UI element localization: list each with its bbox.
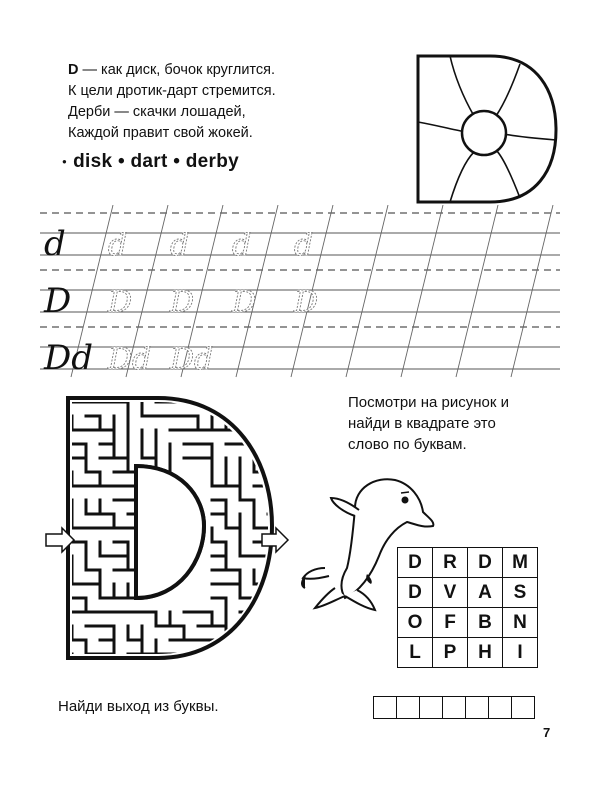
trace-letter: Dd (170, 342, 214, 377)
poem-line-4: Каждой правит свой жокей. (68, 125, 253, 141)
answer-box[interactable] (512, 697, 535, 719)
grid-cell[interactable]: M (503, 548, 538, 578)
letter-grid (397, 547, 538, 668)
grid-cell[interactable]: V (433, 578, 468, 608)
grid-row (398, 548, 538, 578)
answer-box[interactable] (374, 697, 397, 719)
word-1: disk (73, 151, 113, 172)
trace-letter: d (108, 228, 128, 263)
sample-letter-1: d (44, 224, 66, 264)
grid-cell[interactable]: D (468, 548, 503, 578)
trace-letter: d (294, 228, 314, 263)
grid-cell[interactable]: L (398, 638, 433, 668)
poem-line-1 (68, 60, 276, 81)
trace-letter: D (232, 285, 257, 320)
answer-box[interactable] (466, 697, 489, 719)
grid-cell[interactable]: B (468, 608, 503, 638)
instructions (348, 392, 548, 455)
grid-cell[interactable]: F (433, 608, 468, 638)
grid-cell[interactable]: S (503, 578, 538, 608)
grid-row (398, 638, 538, 668)
word-list (62, 151, 239, 173)
answer-boxes[interactable] (373, 696, 535, 719)
grid-cell[interactable]: R (433, 548, 468, 578)
answer-box[interactable] (397, 697, 420, 719)
trace-letter: Dd (108, 342, 152, 377)
trace-letter: D (170, 285, 195, 320)
disk-illustration (410, 52, 562, 208)
poem-letter: D (68, 62, 79, 78)
word-separator: • (173, 151, 181, 172)
word-separator: • (117, 151, 125, 172)
trace-letter: d (170, 228, 190, 263)
trace-letter: D (108, 285, 133, 320)
grid-cell[interactable]: D (398, 548, 433, 578)
grid-cell[interactable]: H (468, 638, 503, 668)
grid-cell[interactable]: A (468, 578, 503, 608)
word-3: derby (185, 151, 239, 172)
bullet-icon: ● (62, 157, 68, 167)
answer-box[interactable] (489, 697, 512, 719)
sample-letter-2: D (44, 281, 72, 321)
poem-line-2: К цели дротик-дарт стремится. (68, 83, 276, 99)
page-number: 7 (543, 725, 551, 740)
instruction-line-2: найди в квадрате это (348, 415, 496, 432)
grid-row (398, 608, 538, 638)
handwriting-practice (40, 205, 560, 385)
word-2: dart (130, 151, 168, 172)
maze-caption: Найди выход из буквы. (58, 698, 219, 715)
grid-row (398, 578, 538, 608)
instruction-line-1: Посмотри на рисунок и (348, 394, 509, 411)
poem-line-3: Дерби — скачки лошадей, (68, 104, 246, 120)
trace-letter: D (294, 285, 319, 320)
grid-cell[interactable]: N (503, 608, 538, 638)
grid-cell[interactable]: I (503, 638, 538, 668)
answer-box[interactable] (420, 697, 443, 719)
grid-cell[interactable]: D (398, 578, 433, 608)
poem (68, 60, 276, 144)
grid-cell[interactable]: P (433, 638, 468, 668)
trace-letter: d (232, 228, 252, 263)
sample-letter-3: Dd (44, 338, 94, 378)
maze-letter-d[interactable] (40, 392, 300, 664)
instruction-line-3: слово по буквам. (348, 436, 467, 453)
grid-cell[interactable]: O (398, 608, 433, 638)
poem-line-1-text: — как диск, бочок круглится. (78, 62, 276, 78)
answer-box[interactable] (443, 697, 466, 719)
